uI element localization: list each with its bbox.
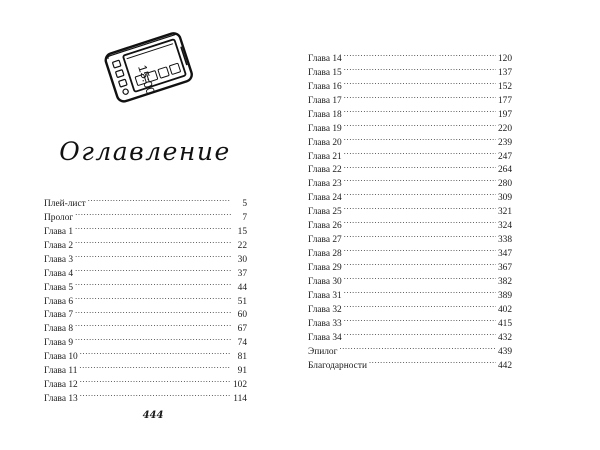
dot-leader <box>344 103 496 117</box>
toc-entry-page: 220 <box>497 123 512 134</box>
toc-entry-label: Глава 21 <box>308 151 342 162</box>
toc-entry-label: Глава 32 <box>308 304 342 315</box>
toc-entry <box>44 290 247 307</box>
toc-entry-page: 120 <box>497 53 512 64</box>
toc-entry-page: 389 <box>497 290 512 301</box>
toc-entry-label: Глава 19 <box>308 123 342 134</box>
toc-entry-page: 415 <box>497 318 512 329</box>
dot-leader <box>75 234 231 248</box>
dot-leader <box>80 345 231 359</box>
toc-entry-page: 367 <box>497 263 512 273</box>
toc-entry-page: 22 <box>237 240 247 251</box>
toc-entry-label: Глава 6 <box>44 296 74 307</box>
toc-entry-page: 321 <box>497 207 512 218</box>
toc-entry <box>44 262 247 279</box>
toc-entry-label: Глава 33 <box>308 318 342 329</box>
toc-entry-page: 152 <box>497 81 512 92</box>
dot-leader <box>75 317 231 331</box>
toc-entry-page: 382 <box>497 276 512 287</box>
toc-entry-label: Глава 20 <box>308 137 342 148</box>
toc-entry-label: Глава 26 <box>308 221 342 232</box>
toc-entry-label: Глава 27 <box>308 235 342 246</box>
toc-entry-label: Глава 18 <box>308 109 342 120</box>
dot-leader <box>339 340 496 354</box>
toc-entry-label: Глава 2 <box>44 240 74 251</box>
toc-entry-page: 247 <box>497 151 512 162</box>
toc-entry-page: 197 <box>497 109 512 120</box>
dot-leader <box>369 354 496 368</box>
toc-entry-label: Глава 3 <box>44 254 74 265</box>
page-number: 444 <box>142 410 164 421</box>
dot-leader <box>344 117 496 131</box>
toc-entry-page: 442 <box>497 360 512 371</box>
dot-leader <box>344 75 496 89</box>
toc-entry <box>44 234 247 251</box>
toc-entry-page: 15 <box>237 226 247 237</box>
toc-list-left <box>44 192 247 405</box>
dot-leader <box>75 220 231 234</box>
toc-entry-label: Глава 13 <box>44 394 78 405</box>
toc-entry-page: 67 <box>237 324 247 335</box>
dot-leader <box>344 89 496 103</box>
toc-entry-label: Глава 30 <box>308 276 342 287</box>
phone-illustration <box>100 22 200 114</box>
toc-entry-page: 37 <box>237 268 247 279</box>
toc-entry-page: 402 <box>497 304 512 315</box>
dot-leader <box>344 284 496 298</box>
toc-entry-label: Плей-лист <box>44 198 86 209</box>
dot-leader <box>344 298 496 312</box>
dot-leader <box>88 192 231 206</box>
toc-entry-label: Глава 9 <box>44 338 74 349</box>
toc-entry-label: Глава 4 <box>44 268 74 279</box>
toc-entry-label: Глава 10 <box>44 352 78 363</box>
toc-entry-page: 7 <box>242 212 247 223</box>
right-page <box>300 0 600 450</box>
dot-leader <box>75 331 231 345</box>
toc-entry-label: Глава 29 <box>308 263 342 273</box>
toc-entry-page: 309 <box>497 193 512 204</box>
toc-entry-label: Глава 34 <box>308 332 342 343</box>
toc-entry-page: 239 <box>497 137 512 148</box>
dot-leader <box>75 206 231 220</box>
toc-entry-page: 137 <box>497 67 512 78</box>
toc-entry-label: Глава 17 <box>308 95 342 106</box>
toc-entry <box>44 192 247 209</box>
toc-entry <box>44 276 247 293</box>
toc-entry <box>44 206 247 223</box>
toc-entry-label: Глава 24 <box>308 193 342 204</box>
dot-leader <box>75 262 231 276</box>
dot-leader <box>344 270 496 284</box>
dot-leader <box>344 159 496 173</box>
toc-entry-page: 81 <box>237 352 247 363</box>
dot-leader <box>344 186 496 200</box>
toc-entry-label: Глава 31 <box>308 290 342 301</box>
dot-leader <box>80 373 231 387</box>
toc-entry-page: 347 <box>497 249 512 260</box>
toc-entry-label: Глава 1 <box>44 226 74 237</box>
toc-entry-label: Глава 16 <box>308 81 342 92</box>
toc-entry-label: Глава 8 <box>44 324 74 335</box>
toc-entry-page: 264 <box>497 165 512 176</box>
toc-entry-label: Глава 14 <box>308 53 342 64</box>
toc-entry-page: 91 <box>237 366 247 377</box>
toc-entry-label: Глава 22 <box>308 165 342 176</box>
toc-entry-page: 44 <box>237 282 247 293</box>
toc-entry-label: Глава 15 <box>308 67 342 78</box>
toc-entry-label: Эпилог <box>308 346 338 357</box>
dot-leader <box>344 256 496 270</box>
toc-entry-label: Пролог <box>44 212 74 223</box>
toc-entry-page: 338 <box>497 235 512 246</box>
toc-entry-page: 30 <box>237 254 247 265</box>
toc-entry-page: 114 <box>233 394 247 405</box>
dot-leader <box>75 248 231 262</box>
toc-entry <box>44 220 247 237</box>
toc-entry-label: Глава 23 <box>308 179 342 190</box>
toc-entry-page: 432 <box>497 332 512 343</box>
toc-entry-page: 439 <box>497 346 512 357</box>
dot-leader <box>344 131 496 145</box>
dot-leader <box>344 200 496 214</box>
dot-leader <box>75 290 231 304</box>
toc-entry-page: 324 <box>497 221 512 232</box>
toc-entry-label: Глава 11 <box>44 366 78 377</box>
toc-entry-label: Глава 7 <box>44 310 74 321</box>
toc-entry-page: 177 <box>497 95 512 106</box>
toc-entry-page: 280 <box>497 179 512 190</box>
dot-leader <box>344 172 496 186</box>
toc-entry-label: Глава 12 <box>44 380 78 391</box>
toc-entry-page: 102 <box>232 380 247 391</box>
toc-heading: Оглавление <box>59 137 231 166</box>
toc-entry-label: Глава 28 <box>308 249 342 260</box>
dot-leader <box>344 61 496 75</box>
phone-clock: 15:00 <box>135 63 158 97</box>
toc-entry-page: 60 <box>237 310 247 321</box>
toc-entry <box>44 331 247 349</box>
dot-leader <box>344 214 496 228</box>
toc-entry <box>44 248 247 265</box>
dot-leader <box>79 359 231 373</box>
toc-entry-page: 74 <box>237 338 247 349</box>
dot-leader <box>344 145 496 159</box>
toc-entry <box>308 47 512 64</box>
dot-leader <box>80 387 231 401</box>
dot-leader <box>75 304 231 318</box>
toc-entry-page: 5 <box>242 198 247 209</box>
dot-leader <box>75 276 231 290</box>
toc-entry-label: Глава 25 <box>308 207 342 218</box>
toc-list-right <box>308 47 512 371</box>
toc-entry <box>44 317 247 335</box>
toc-entry-page: 51 <box>237 296 247 307</box>
dot-leader <box>344 228 496 242</box>
dot-leader <box>344 326 496 340</box>
toc-entry <box>44 304 247 321</box>
dot-leader <box>344 312 496 326</box>
toc-entry <box>308 340 512 357</box>
dot-leader <box>344 242 496 256</box>
toc-entry-label: Благодарности <box>308 360 367 371</box>
toc-entry-label: Глава 5 <box>44 282 74 293</box>
dot-leader <box>344 47 496 61</box>
